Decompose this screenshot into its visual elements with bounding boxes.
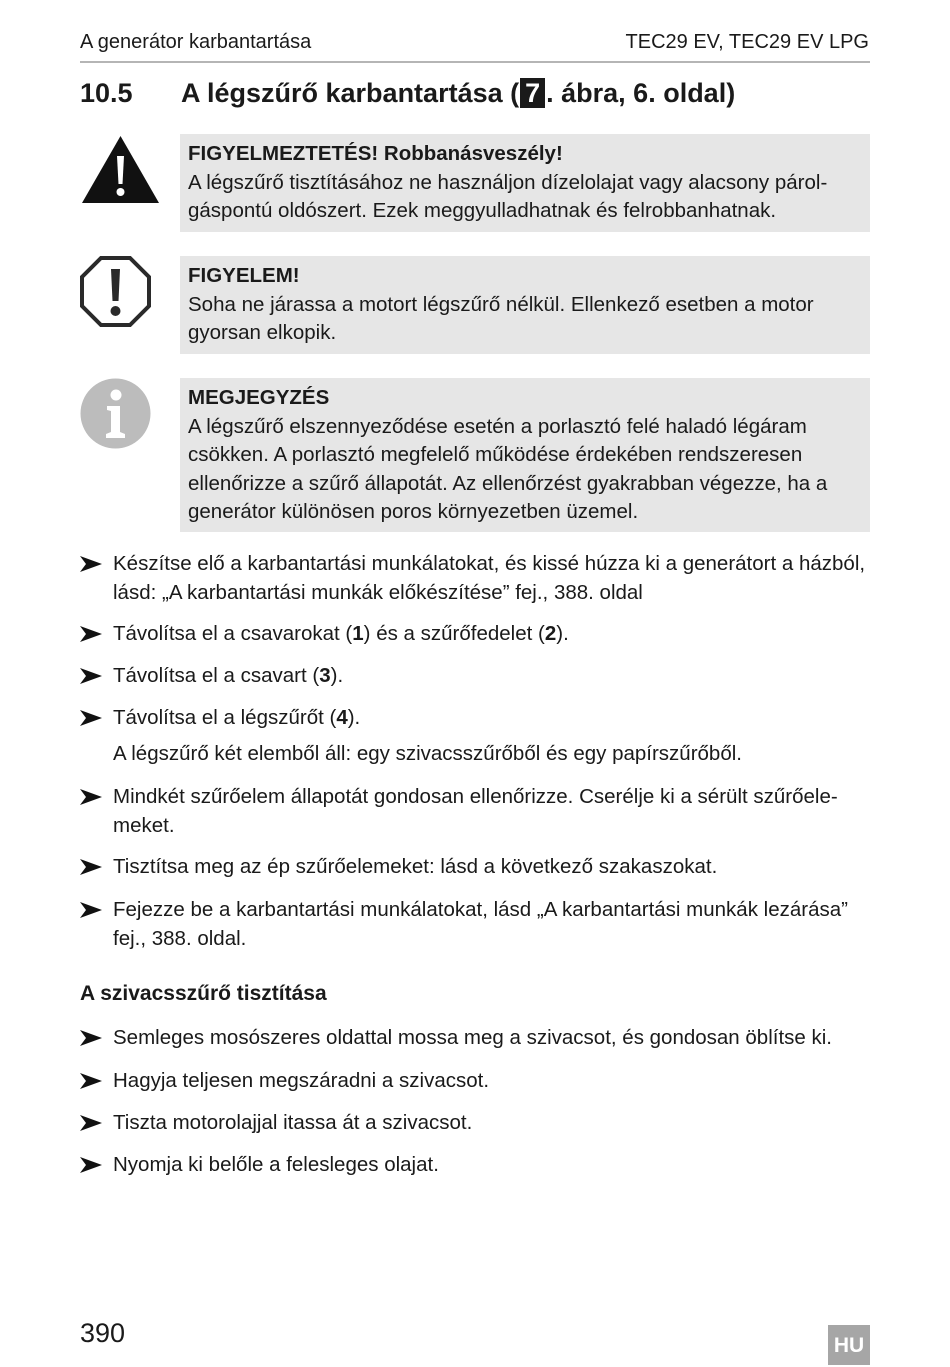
step-text	[113, 662, 870, 691]
arrow-bullet-icon	[80, 1151, 104, 1173]
list-item	[80, 620, 870, 649]
list-item	[80, 550, 870, 607]
list-item	[80, 853, 870, 882]
notice-text: A légszűrő elszennyeződése esetén a porlasztó felé haladó légáram csökken. A porlasztó megfelelő működése érdekében rendszeresen ellenőrizze a szűrő állapotát. Az ellenőrzést gyakrabban végezze, ha a generátor különösen poros környezetben üzemel.	[188, 414, 828, 523]
notice-title: MEGJEGYZÉS	[188, 386, 330, 409]
arrow-bullet-icon	[80, 550, 104, 572]
caution-octagon-icon	[80, 256, 151, 327]
step-text: Mindkét szűrőelem állapotát gondosan ellenőrizze. Cserélje ki a sérült szűrőele-meket.	[113, 785, 838, 837]
arrow-bullet-icon	[80, 704, 104, 726]
arrow-bullet-icon	[80, 1067, 104, 1089]
step-text: Semleges mosószeres oldattal mossa meg a szivacsot, és gondosan öblítse ki.	[113, 1026, 832, 1049]
step-text-part: ).	[347, 706, 361, 729]
info-icon	[80, 378, 151, 449]
section-title	[181, 78, 735, 109]
step-text-part: ).	[556, 622, 569, 645]
arrow-bullet-icon	[80, 1109, 104, 1131]
arrow-bullet-icon	[80, 662, 104, 684]
notice-box	[180, 378, 870, 532]
caution-title: FIGYELEM!	[188, 264, 300, 287]
list-item	[80, 1024, 870, 1053]
step-text: Hagyja teljesen megszáradni a szivacsot.	[113, 1069, 490, 1092]
list-item	[80, 1067, 870, 1096]
step-text: Nyomja ki belőle a felesleges olajat.	[113, 1153, 439, 1176]
step-text: Tisztítsa meg az ép szűrőelemeket: lásd a következő szakaszokat.	[113, 855, 718, 878]
list-item	[80, 783, 870, 840]
section-title-text: A légszűrő karbantartása (	[181, 78, 520, 108]
step-text-part: Távolítsa el a csavarokat (	[113, 622, 353, 645]
figure-reference-badge: 7	[520, 78, 545, 108]
warning-text: A légszűrő tisztításához ne használjon dízelolajat vagy alacsony párol-gáspontú oldószert. Ezek meggyulladhatnak és felrobbanhatnak.	[188, 170, 828, 222]
part-number: 2	[544, 622, 557, 645]
list-item	[80, 1151, 870, 1180]
list-item	[80, 1109, 870, 1138]
part-number: 3	[319, 664, 331, 687]
language-tab: HU	[828, 1325, 870, 1365]
part-number: 1	[352, 622, 364, 645]
running-header-model: TEC29 EV, TEC29 EV LPG	[625, 31, 869, 53]
step-text	[113, 704, 870, 733]
section-title-suffix: . ábra, 6. oldal)	[546, 78, 736, 108]
step-text	[113, 620, 870, 649]
step-text: Készítse elő a karbantartási munkálatokat, és kissé húzza ki a generátort a házból, lásd: „A karbantartási munkák előkészítése” fej., 388. oldal	[113, 552, 866, 604]
arrow-bullet-icon	[80, 896, 104, 918]
arrow-bullet-icon	[80, 1024, 104, 1046]
running-header-title: A generátor karbantartása	[80, 31, 312, 53]
warning-triangle-icon	[80, 134, 161, 205]
list-item	[80, 704, 870, 733]
step-note: A légszűrő két elemből áll: egy szivacsszűrőből és egy papírszűrőből.	[113, 742, 742, 765]
step-text-part: ) és a szűrőfedelet (	[363, 622, 545, 645]
warning-box	[180, 134, 870, 232]
list-item	[80, 662, 870, 691]
list-item	[80, 896, 870, 953]
subsection-title: A szivacsszűrő tisztítása	[80, 982, 327, 1005]
step-text-part: Távolítsa el a csavart (	[113, 664, 320, 687]
arrow-bullet-icon	[80, 783, 104, 805]
warning-title: FIGYELMEZTETÉS! Robbanásveszély!	[188, 142, 563, 165]
part-number: 4	[336, 706, 348, 729]
step-text: Fejezze be a karbantartási munkálatokat, lásd „A karbantartási munkák lezárása” fej., 388. oldal.	[113, 898, 848, 950]
step-text-part: ).	[330, 664, 344, 687]
section-number: 10.5	[80, 78, 133, 108]
header-divider	[80, 61, 870, 63]
page-number: 390	[80, 1318, 126, 1348]
step-text: Tiszta motorolajjal itassa át a szivacsot.	[113, 1111, 473, 1134]
caution-box	[180, 256, 870, 354]
arrow-bullet-icon	[80, 620, 104, 642]
step-text-part: Távolítsa el a légszűrőt (	[113, 706, 337, 729]
caution-text: Soha ne járassa a motort légszűrő nélkül. Ellenkező esetben a motor gyorsan elkopik.	[188, 292, 814, 344]
arrow-bullet-icon	[80, 853, 104, 875]
